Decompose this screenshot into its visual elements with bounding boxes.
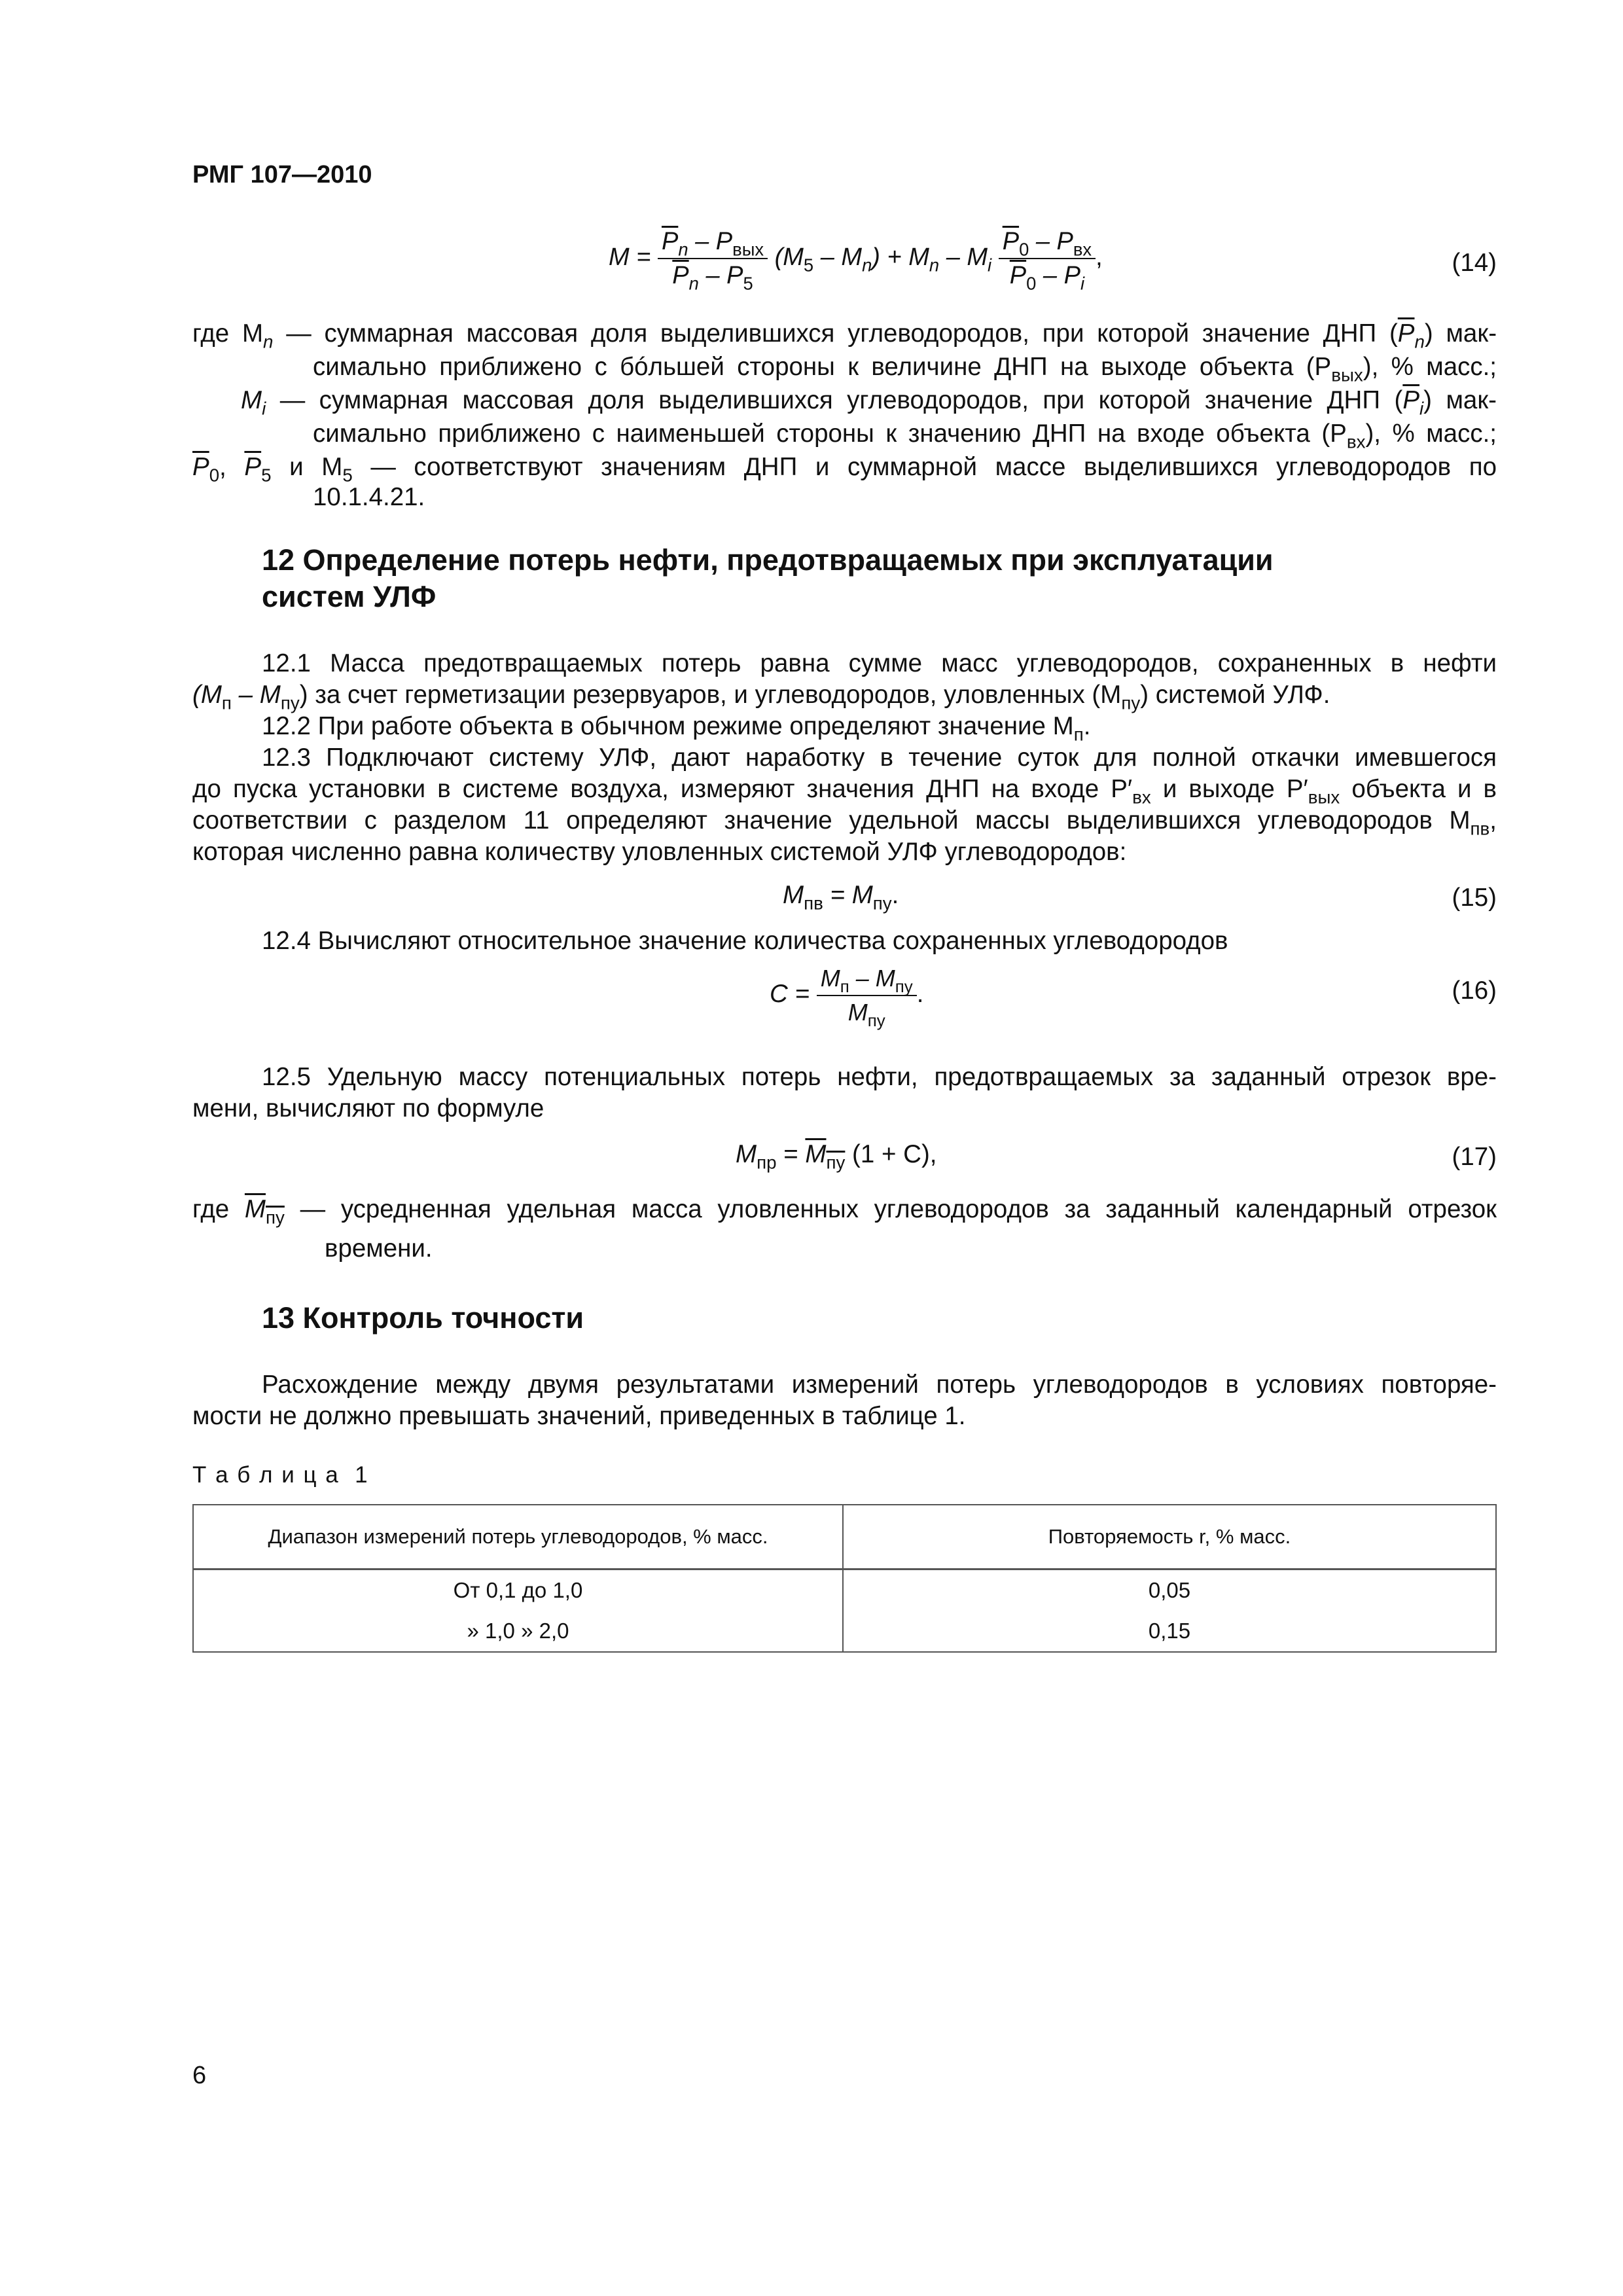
para-12-4: 12.4 Вычисляют относительное значение количества сохраненных углеводородов xyxy=(262,927,1228,955)
equation-17: $M_{пр} = M_{пу}$ (1 + C), xyxy=(736,1140,937,1173)
equation-17-number: (17) xyxy=(1452,1143,1497,1171)
para-12-1-line-2: $(M_п - M_{пу})$ за счет герметизации резервуаров, и углеводородов, уловленных $(M_{пу})$ системой УЛФ. xyxy=(192,681,1330,713)
where14-line-6: 10.1.4.21. xyxy=(313,483,425,511)
eq14-fraction-1: $\frac{\overline{P}_n - P_{вых}}{\overline{P}_n - P_5}$ xyxy=(658,226,768,291)
where14-line-4: симально приближено с наименьшей стороны к значению ДНП на входе объекта $(P_{вх})$, % масс.; xyxy=(313,420,1497,452)
para-13-line-2: мости не должно превышать значений, приведенных в таблице 1. xyxy=(192,1402,966,1430)
where17-line-2: времени. xyxy=(325,1234,433,1263)
equation-15: $M_{пв} = M_{пу}$. xyxy=(783,881,899,914)
where14-line-1: где $M_n$ — суммарная массовая доля выделившихся углеводородов, при которой значение ДНП $(\overline{P}_n)$ мак- xyxy=(192,319,1497,352)
section-13-title: 13 Контроль точности xyxy=(262,1301,584,1335)
section-12-title-line-1: 12 Определение потерь нефти, предотвращаемых при эксплуатации xyxy=(262,543,1274,577)
equation-15-number: (15) xyxy=(1452,884,1497,912)
para-12-2: 12.2 При работе объекта в обычном режиме определяют значение $M_п$. xyxy=(262,712,1091,745)
table-cell-range: От 0,1 до 1,0 xyxy=(193,1570,843,1611)
para-12-3-line-1: 12.3 Подключают систему УЛФ, дают наработку в течение суток для полной откачки имевшегося xyxy=(262,744,1497,772)
para-12-3-line-3: соответствии с разделом 11 определяют значение удельной массы выделившихся углеводородов $M_{пв}$, xyxy=(192,806,1497,839)
table-1 xyxy=(192,1504,1497,1653)
where14-line-2: симально приближено с бóльшей стороны к величине ДНП на выходе объекта $(P_{вых})$, % масс.; xyxy=(313,353,1497,386)
equation-14: M = $\frac{\overline{P}_n - P_{вых}}{\overline{P}_n - P_5}$ $(M_5 - M_n) + M_n - M_i$ $\frac{\overline{P}_0 - P_{вх}}{\overline{P}_0 - P_i}$ , xyxy=(609,228,1103,294)
equation-16: C = $\frac{M_п - M_{пу}}{M_{пу}}$ . xyxy=(770,965,924,1031)
where17-line-1: где $M_{пу}$ — усредненная удельная масса уловленных углеводородов за заданный календарный отрезок xyxy=(192,1195,1497,1228)
eq14-lhs: M = xyxy=(609,243,651,272)
table-row xyxy=(193,1611,1496,1652)
para-12-5-line-1: 12.5 Удельную массу потенциальных потерь нефти, предотвращаемых за заданный отрезок вре- xyxy=(262,1063,1497,1091)
para-12-5-line-2: мени, вычисляют по формуле xyxy=(192,1094,544,1122)
table-header-row xyxy=(193,1505,1496,1570)
section-12-title-line-2: систем УЛФ xyxy=(262,580,437,613)
table-cell-range: » 1,0 » 2,0 xyxy=(193,1611,843,1652)
where14-line-5: $\overline{P}_0$, $\overline{P}_5$ и $M_5$ — соответствуют значениям ДНП и суммарной массе выделившихся углеводородов по xyxy=(192,453,1497,486)
equation-16-number: (16) xyxy=(1452,977,1497,1005)
document-header: РМГ 107—2010 xyxy=(192,161,372,188)
para-12-3-line-4: которая численно равна количеству уловленных системой УЛФ углеводородов: xyxy=(192,838,1127,866)
para-12-3-line-2: до пуска установки в системе воздуха, измеряют значения ДНП на входе $P'_{вх}$ и выходе $P'_{вых}$ объекта и в xyxy=(192,775,1497,808)
where14-line-3: $M_i$ — суммарная массовая доля выделившихся углеводородов, при которой значение ДНП $(\overline{P}_i)$ мак- xyxy=(241,386,1497,419)
table-cell-repeatability: 0,15 xyxy=(843,1611,1496,1652)
para-13-line-1: Расхождение между двумя результатами измерений потерь углеводородов в условиях повторяе- xyxy=(262,1371,1497,1399)
table-cell-repeatability: 0,05 xyxy=(843,1570,1496,1611)
page-number: 6 xyxy=(192,2062,207,2089)
table-header-repeatability: Повторяемость r, % масс. xyxy=(843,1505,1496,1570)
para-12-1-line-1: 12.1 Масса предотвращаемых потерь равна сумме масс углеводородов, сохраненных в нефти xyxy=(262,649,1497,677)
table-row xyxy=(193,1570,1496,1611)
eq14-fraction-2: $\frac{\overline{P}_0 - P_{вх}}{\overline{P}_0 - P_i}$ xyxy=(999,226,1096,291)
table-1-caption: Т а б л и ц а 1 xyxy=(192,1462,369,1488)
equation-14-number: (14) xyxy=(1452,249,1497,277)
eq16-fraction: $\frac{M_п - M_{пу}}{M_{пу}}$ xyxy=(817,963,917,1028)
table-header-range: Диапазон измерений потерь углеводородов, % масс. xyxy=(193,1505,843,1570)
